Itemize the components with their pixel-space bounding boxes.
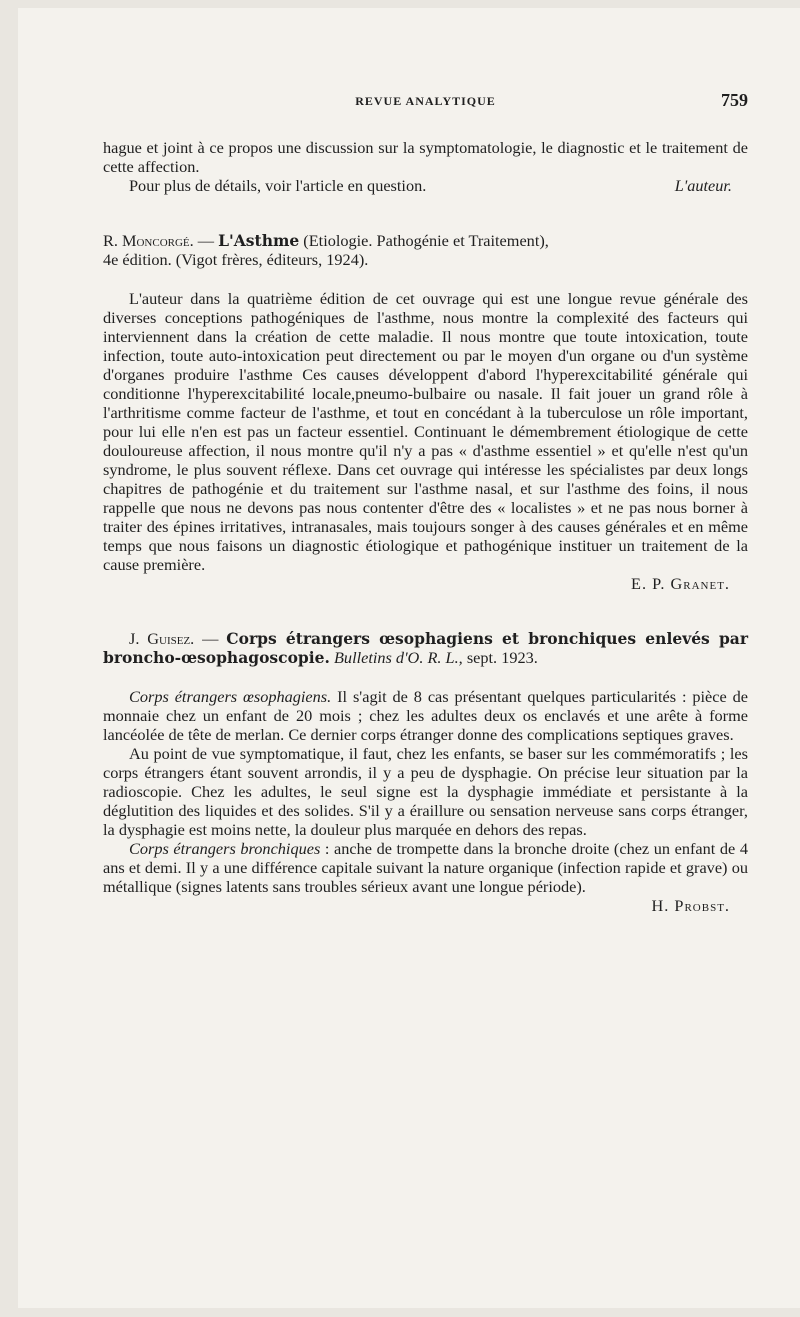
page-content [103,90,749,915]
page-number: 759 [721,90,748,110]
entry2-p3-text: : anche de trompette dans la bronche droite (chez un enfant de 4 ans et demi. Il y a une différence capitale suivant la nature organique (infection rapide et grave) ou métallique (signes latents sans troubles sérieux avant une longue période). [103,839,749,896]
entry2-p3-lead: Corps étrangers bronchiques [129,839,321,858]
entry1-dash: — [193,231,219,250]
entry1-body: L'auteur dans la quatrième édition de cet ouvrage qui est une longue revue générale des diverses conceptions pathogéniques de l'asthme, nous montre la complexité des facteurs qui interviennent dans la création de cette maladie. Il nous montre que toute intoxication, toute infection, toute auto-intoxication peut directement ou par le moyen d'un organe ou d'un système d'organes produire l'asthme Ces causes développent d'abord l'hyperexcitabilité générale qui conditionne l'hyperexcitabilité locale,pneumo-bulbaire ou nasale. Il fait jouer un grand rôle à l'arthritisme comme facteur de l'asthme, et tout en concédant à la tuberculose un rôle important, pour lui elle n'en est pas un facteur essentiel. Continuant le démembrement étiologique de cette douloureuse affection, il nous montre qu'il n'y a pas « d'asthme essentiel » et qu'elle n'est qu'un syndrome, le plus souvent réflexe. Dans cet ouvrage qui intéresse les spécialistes par deux longs chapitres de pathogénie et du traitement sur l'asthme nasal, et sur l'asthme des foins, il nous rappelle que nous ne devons pas nous contenter d'être des « localistes » et ne pas nous borner à traiter des épines irritatives, intranasales, mais toujours songer à des causes générales et en même temps que nous faisons un diagnostic étiologique et pathogénique instituer un traitement de la cause première. [103,289,748,574]
entry1-subtitle: (Etiologie. Pathogénie et Traitement), [299,231,549,250]
entry2-signature-text: H. Probst. [651,896,730,915]
intro-reference [103,176,748,195]
intro-signature: L'auteur. [674,176,732,195]
entry2-title: Corps étrangers œsophagiens et bronchiques enlevés par broncho-œsophagoscopie. [103,629,749,667]
scanned-page [18,8,800,1308]
intro-paragraph: hague et joint à ce propos une discussion sur la symptomatologie, le diagnostic et le traitement de cette affection. [103,138,748,176]
entry2-p1-lead: Corps étrangers œsophagiens. [129,687,332,706]
entry1-signature-text: E. P. Granet. [631,574,730,593]
entry2-paragraph-3 [103,839,748,896]
intro-reference-text: Pour plus de détails, voir l'article en question. [129,176,427,195]
entry2-header [103,629,748,667]
entry2-signature [103,896,748,915]
entry2-p1-text: Il s'agit de 8 cas présentant quelques particularités : pièce de monnaie chez un enfant de 20 mois ; chez les adultes deux os enclavés et une arête à forme lancéolée de tête de merlan. Ce dernier corps étranger donne des complications septiques graves. [103,687,748,744]
running-head [103,90,748,124]
entry2-date: sept. 1923. [466,648,538,667]
running-head-title: REVUE ANALYTIQUE [355,94,496,108]
entry2-author: J. Guisez. [129,629,195,648]
entry2-paragraph-2: Au point de vue symptomatique, il faut, chez les enfants, se baser sur les commémoratifs ; les corps étrangers étant souvent arrondis, il y a peu de dysphagie. On précise leur situation par la radioscopie. Chez les adultes, le seul signe est la dysphagie immédiate et persistante à la déglutition des liquides et des solides. S'il y a éraillure ou sensation nerveuse sans corps étranger, la dysphagie est moins nette, la douleur plus marquée en dehors des repas. [103,744,748,839]
entry1-signature [103,574,748,593]
entry1-title: L'Asthme [218,231,300,250]
entry2-source: Bulletins d'O. R. L., [333,648,463,667]
entry1-header [103,231,748,269]
entry1-edition: 4e édition. (Vigot frères, éditeurs, 1924). [103,250,369,269]
entry1-author: R. Moncorgé. [103,231,194,250]
entry2-dash: — [194,629,227,648]
entry2-paragraph-1 [103,687,748,744]
